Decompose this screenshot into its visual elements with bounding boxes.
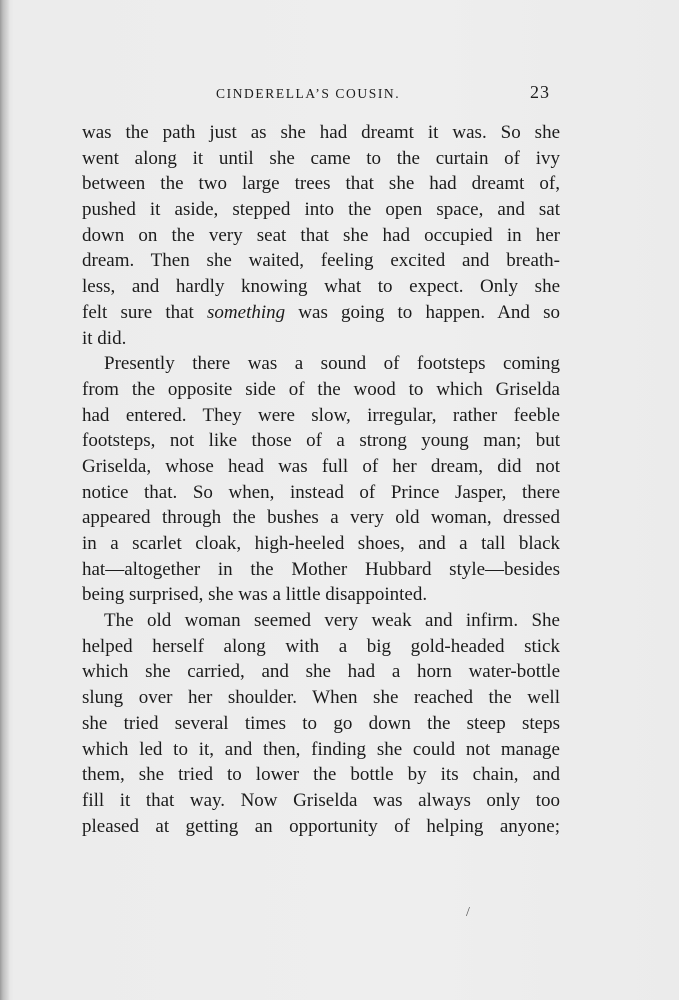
text-line: hat—altogether in the Mother Hubbard style—besides [82, 558, 560, 580]
text-line: less, and hardly knowing what to expect. Only she [82, 276, 560, 298]
text-line-with-emphasis [82, 300, 560, 326]
text-line: went along it until she came to the curtain of ivy [82, 147, 560, 169]
text-line: from the opposite side of the wood to which Griselda [82, 378, 560, 400]
text-line: in a scarlet cloak, high-heeled shoes, and a tall black [82, 533, 560, 554]
text-line: footsteps, not like those of a strong young man; but [82, 430, 560, 452]
text-line: down on the very seat that she had occupied in her [82, 224, 560, 246]
text-line: pushed it aside, stepped into the open space, and sat [82, 199, 560, 221]
text-line: which led to it, and then, finding she could not manage [82, 738, 560, 760]
emphasized-word: something [207, 301, 286, 323]
page-number: 23 [530, 82, 550, 102]
text-line: pleased at getting an opportunity of helping anyone; [82, 815, 560, 837]
text-line: fill it that way. Now Griselda was always only too [82, 789, 560, 811]
text-line: between the two large trees that she had dreamt of, [82, 173, 560, 195]
text-line: helped herself along with a big gold-headed stick [82, 635, 560, 657]
text-segment: was going to happen. And so [285, 301, 560, 323]
text-line: slung over her shoulder. When she reached the well [82, 687, 560, 709]
text-line: had entered. They were slow, irregular, rather feeble [82, 404, 560, 426]
text-line: them, she tried to lower the bottle by its chain, and [82, 764, 560, 786]
text-line: she tried several times to go down the steep steps [82, 712, 560, 734]
text-line: was the path just as she had dreamt it was. So she [82, 122, 560, 143]
running-head: CINDERELLA’S COUSIN. [216, 86, 401, 101]
gutter-shadow [0, 0, 10, 1000]
text-line-paragraph-end: being surprised, she was a little disappointed. [82, 584, 428, 606]
text-line: Griselda, whose head was full of her dream, did not [82, 455, 560, 477]
text-line-paragraph-start: The old woman seemed very weak and infirm. She [104, 610, 560, 632]
stray-print-mark: / [466, 905, 470, 920]
text-segment: felt sure that [82, 301, 208, 323]
text-line: notice that. So when, instead of Prince Jasper, there [82, 481, 560, 503]
text-line: appeared through the bushes a very old woman, dressed [82, 507, 560, 529]
text-line: which she carried, and she had a horn water-bottle [82, 661, 560, 683]
body-text [82, 120, 560, 839]
text-line-paragraph-start: Presently there was a sound of footsteps coming [104, 353, 560, 375]
text-line: dream. Then she waited, feeling excited and breath- [82, 250, 560, 272]
text-line-paragraph-end: it did. [82, 327, 127, 349]
